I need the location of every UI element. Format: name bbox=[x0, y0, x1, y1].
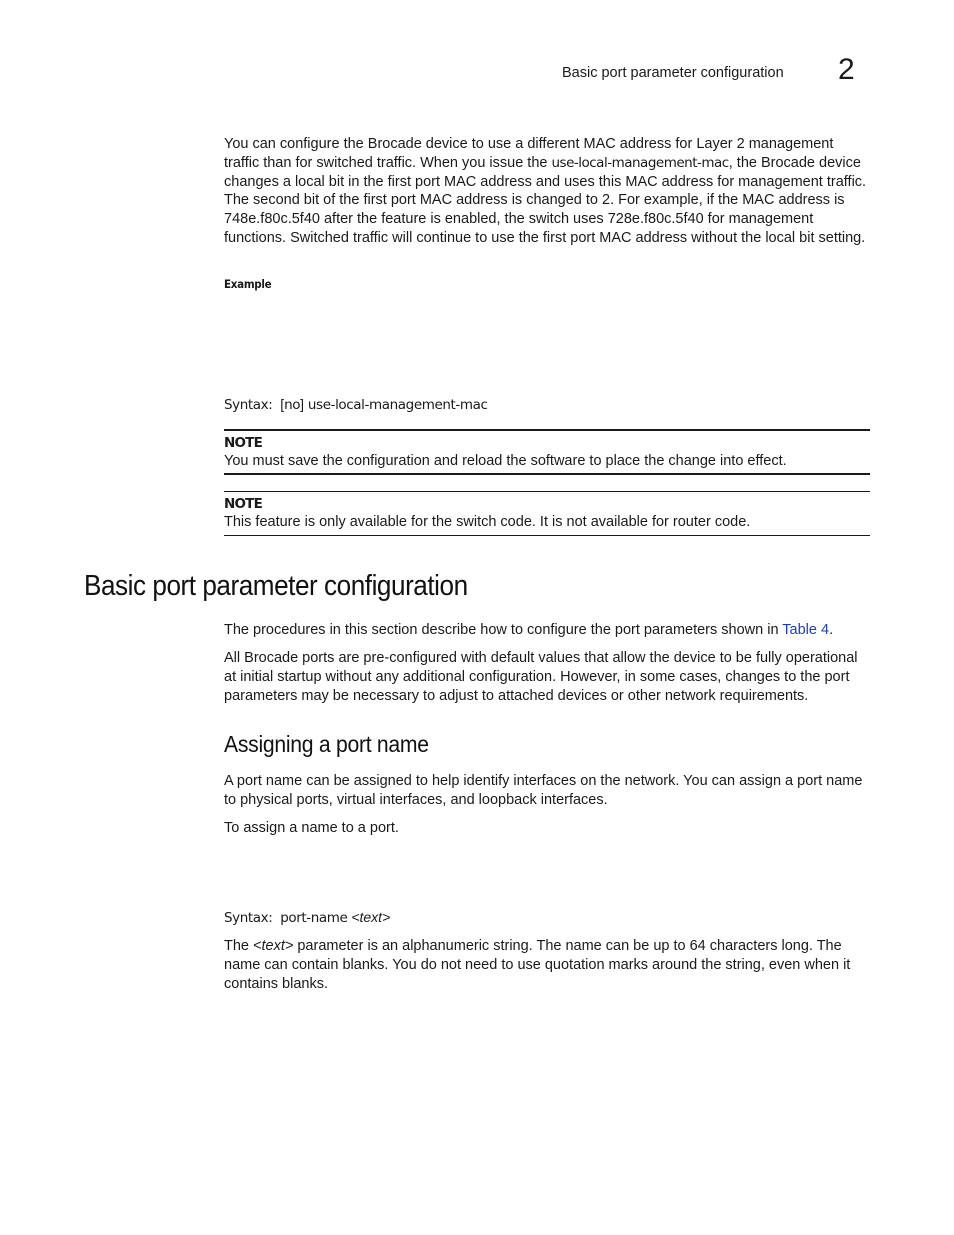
note-text: This feature is only available for the switch code. It is not available for router code. bbox=[224, 514, 751, 530]
section-heading: Basic port parameter configuration bbox=[84, 570, 468, 602]
example-label: Example bbox=[224, 277, 272, 291]
note-title: NOTE bbox=[224, 496, 263, 512]
note-text: You must save the configuration and reload the software to place the change into effect. bbox=[224, 453, 787, 469]
section-paragraph-1 bbox=[224, 621, 872, 640]
syntax-use-local-management-mac bbox=[224, 396, 488, 413]
intro-paragraph bbox=[224, 135, 872, 248]
param-desc-end: parameter is an alphanumeric string. The name can be up to 64 characters long. The name can contain blanks. You do not need to use quotation marks around the string, even when it contains blanks. bbox=[224, 938, 851, 992]
running-header-title: Basic port parameter configuration bbox=[562, 65, 784, 81]
intro-text-end: , the Brocade device changes a local bit in the first port MAC address and uses this MAC address for management traffic. The second bit of the first port MAC address is changed to 2. For example, if the MAC address is 748e.f80c.5f40 after the feature is enabled, the switch uses 728e.f80c.5f40 for management functions. Switched traffic will continue to use the first port MAC address without the local bit setting. bbox=[224, 154, 867, 246]
syntax-port-name bbox=[224, 909, 390, 926]
section-paragraph-2: All Brocade ports are pre-configured with default values that allow the device to be fully operational at initial startup without any additional configuration. However, in some cases, changes to the port parameters may be necessary to adjust to attached devices or other network requirements. bbox=[224, 650, 858, 704]
syntax-label: Syntax: bbox=[224, 910, 273, 926]
subsection-heading: Assigning a port name bbox=[224, 731, 429, 757]
intro-text-start: You can configure the Brocade device to use a different MAC address for Layer 2 management traffic than for switched traffic. When you issue the bbox=[224, 136, 834, 171]
chapter-number: 2 bbox=[838, 53, 855, 86]
syntax-command: port-name bbox=[280, 910, 348, 926]
syntax-bracket-close: ] bbox=[300, 396, 305, 412]
param-desc-start: The bbox=[224, 938, 254, 954]
param-desc-param: <text> bbox=[253, 938, 294, 954]
note-save-config bbox=[224, 429, 870, 475]
section-para1-end: . bbox=[829, 622, 834, 638]
syntax-bracket-open: [ bbox=[280, 396, 285, 412]
intro-command: use-local-management-mac bbox=[551, 154, 729, 171]
note-title: NOTE bbox=[224, 435, 263, 451]
syntax-label: Syntax: bbox=[224, 397, 273, 413]
syntax-optional-no: no bbox=[284, 397, 301, 413]
section-para1-start: The procedures in this section describe how to configure the port parameters shown in bbox=[224, 622, 783, 638]
subsection-paragraph-2: To assign a name to a port. bbox=[224, 820, 399, 836]
note-switch-code bbox=[224, 491, 870, 536]
table-4-link[interactable]: Table 4 bbox=[782, 622, 830, 638]
syntax-param: <text> bbox=[351, 909, 391, 925]
param-description bbox=[224, 937, 872, 993]
syntax-command: use-local-management-mac bbox=[307, 397, 488, 413]
subsection-paragraph-1: A port name can be assigned to help identify interfaces on the network. You can assign a port name to physical ports, virtual interfaces, and loopback interfaces. bbox=[224, 773, 863, 808]
